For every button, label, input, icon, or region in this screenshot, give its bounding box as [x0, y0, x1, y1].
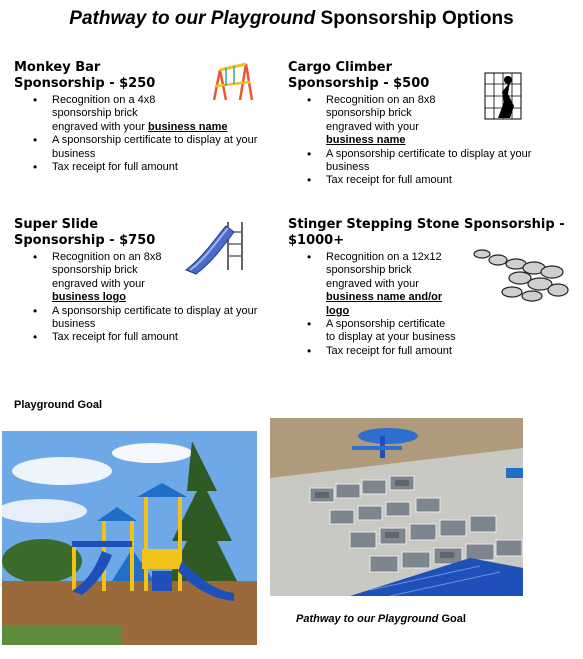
title-rest: Sponsorship Options	[315, 8, 514, 29]
goal-label: Playground Goal	[14, 399, 103, 411]
underlined-text: business name and/or	[326, 291, 443, 304]
bullet-tax	[288, 345, 580, 358]
bullet-line: Recognition on an 8x8	[52, 251, 162, 263]
bullet-line: business	[326, 161, 370, 174]
option-cargo-climber	[288, 60, 578, 188]
caption-italic: Pathway to our Playground	[296, 613, 439, 625]
bullet-line: Tax receipt for full amount	[326, 174, 452, 187]
bullet-line: engraved with your	[326, 120, 419, 133]
monkey-bar-icon	[208, 56, 256, 102]
bullet-line: business	[52, 318, 96, 331]
bullet-certificate	[288, 318, 580, 345]
bullet-line: to display at your business	[326, 331, 456, 344]
bullet-line: Tax receipt for full amount	[52, 161, 178, 174]
bullet-tax	[14, 161, 284, 174]
bullet-line: Tax receipt for full amount	[52, 331, 178, 344]
bullet-certificate	[14, 305, 284, 332]
page-title	[0, 8, 583, 30]
bullet-line: A sponsorship certificate to display at your	[326, 147, 532, 160]
bullet-tax	[288, 174, 578, 187]
bullet-line: sponsorship brick	[52, 107, 138, 120]
bullet-tax	[14, 331, 284, 344]
bullet-line: Recognition on a 12x12	[326, 251, 442, 263]
pathway-photo	[270, 418, 523, 596]
bullet-line: sponsorship brick	[52, 264, 138, 277]
option-price: Sponsorship - $750	[14, 233, 156, 248]
option-bullets	[288, 94, 578, 188]
option-bullets	[14, 94, 284, 174]
bullet-line: business	[52, 147, 96, 160]
photo-caption	[296, 613, 466, 625]
underlined-text: business name	[326, 134, 406, 147]
underlined-text: business logo	[52, 291, 126, 304]
bullet-recognition	[288, 94, 578, 148]
option-name: Stinger Stepping Stone Sponsorship - $1000+	[288, 217, 565, 248]
climber-icon	[484, 72, 522, 120]
bullet-line: sponsorship brick	[326, 107, 412, 120]
title-italic: Pathway to our Playground	[69, 8, 316, 29]
slide-icon	[184, 220, 254, 276]
bullet-certificate	[14, 134, 284, 161]
option-price: Sponsorship - $250	[14, 76, 156, 91]
underlined-text: business name	[148, 120, 228, 133]
stepping-stones-icon	[470, 248, 570, 302]
bullet-line: A sponsorship certificate to display at your	[52, 134, 258, 147]
bullet-line: Tax receipt for full amount	[326, 344, 452, 357]
option-price: Sponsorship - $500	[288, 76, 430, 91]
bullet-line: A sponsorship certificate to display at your	[52, 304, 258, 317]
bullet-line: engraved with your	[52, 120, 148, 133]
underlined-text: logo	[326, 304, 350, 317]
playground-photo	[2, 431, 257, 645]
bullet-line: Recognition on a 4x8	[52, 94, 156, 106]
bullet-line: engraved with your	[326, 277, 419, 290]
bullet-certificate	[288, 148, 578, 175]
caption-rest: Goal	[438, 613, 466, 625]
bullet-line: Recognition on an 8x8	[326, 94, 436, 106]
option-name: Monkey Bar	[14, 60, 101, 75]
bullet-line: A sponsorship certificate	[326, 318, 446, 331]
option-name: Cargo Climber	[288, 60, 393, 75]
option-name: Super Slide	[14, 217, 99, 232]
bullet-line: engraved with your	[52, 277, 145, 290]
bullet-line: sponsorship brick	[326, 264, 412, 277]
